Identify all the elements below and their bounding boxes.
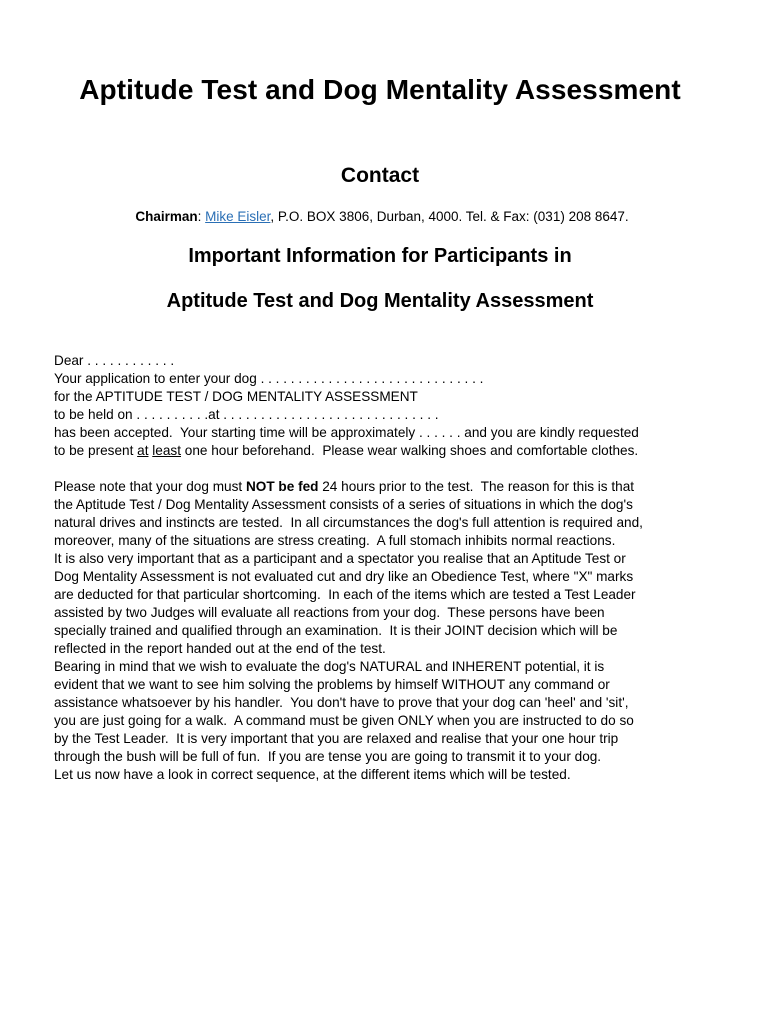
- letter-line: Dear . . . . . . . . . . . .: [54, 353, 175, 368]
- text-run: one hour beforehand. Please wear walking shoes and comfortable clothes.: [180, 443, 639, 458]
- paragraph-line: It is also very important that as a participant and a spectator you realise that an Aptitude Test or: [54, 551, 626, 566]
- paragraph-line: you are just going for a walk. A command must be given ONLY when you are instructed to do so: [54, 713, 634, 728]
- contact-heading: Contact: [340, 164, 420, 187]
- paragraph-line: [54, 478, 726, 496]
- chairman-email-link[interactable]: Mike Eisler: [205, 209, 271, 224]
- contact-role: Chairman: [135, 209, 198, 224]
- letter-line: Your application to enter your dog . . . . . . . . . . . . . . . . . . . . . . . . . . . . . .: [54, 371, 484, 386]
- underlined-at: at: [137, 443, 149, 458]
- info-heading-line2: Aptitude Test and Dog Mentality Assessment: [166, 290, 594, 312]
- contact-line: [0, 209, 764, 224]
- letter-line: [54, 442, 726, 460]
- paragraph-line: Bearing in mind that we wish to evaluate the dog's NATURAL and INHERENT potential, it is: [54, 659, 605, 674]
- document-title: Aptitude Test and Dog Mentality Assessment: [79, 74, 681, 105]
- paragraph-line: specially trained and qualified through an examination. It is their JOINT decision which will be: [54, 623, 618, 638]
- paragraph-line: natural drives and instincts are tested. In all circumstances the dog's full attention is required and,: [54, 515, 643, 530]
- paragraph-line: through the bush will be full of fun. If you are tense you are going to transmit it to your dog.: [54, 749, 602, 764]
- letter-line: to be held on . . . . . . . . . .at . . . . . . . . . . . . . . . . . . . . . . . . . . . . .: [54, 407, 439, 422]
- paragraph-line: reflected in the report handed out at the end of the test.: [54, 641, 386, 656]
- text-run: 24 hours prior to the test. The reason for this is that: [318, 479, 635, 494]
- letter-line: has been accepted. Your starting time will be approximately . . . . . . and you are kindly requested: [54, 425, 639, 440]
- paragraph-line: by the Test Leader. It is very important that you are relaxed and realise that your one hour trip: [54, 731, 619, 746]
- letter-line: for the APTITUDE TEST / DOG MENTALITY ASSESSMENT: [54, 389, 418, 404]
- text-run: Please note that your dog must: [54, 479, 246, 494]
- paragraph-line: assistance whatsoever by his handler. You don't have to prove that your dog can 'heel' and 'sit',: [54, 695, 629, 710]
- paragraph-gap: [54, 460, 726, 478]
- paragraph-line: the Aptitude Test / Dog Mentality Assessment consists of a series of situations in which the dog's: [54, 497, 633, 512]
- contact-details: , P.O. BOX 3806, Durban, 4000. Tel. & Fax: (031) 208 8647.: [270, 209, 629, 224]
- emphasis-not-be-fed: NOT be fed: [245, 479, 319, 494]
- paragraph-line: moreover, many of the situations are stress creating. A full stomach inhibits normal reactions.: [54, 533, 616, 548]
- paragraph-line: evident that we want to see him solving the problems by himself WITHOUT any command or: [54, 677, 610, 692]
- letter-body: [54, 352, 726, 784]
- paragraph-line: Dog Mentality Assessment is not evaluated cut and dry like an Obedience Test, where "X" marks: [54, 569, 634, 584]
- paragraph-line: Let us now have a look in correct sequence, at the different items which will be tested.: [54, 767, 571, 782]
- underlined-least: least: [152, 443, 181, 458]
- info-heading-line1: Important Information for Participants in: [188, 245, 572, 267]
- text-run: to be present: [54, 443, 138, 458]
- paragraph-line: are deducted for that particular shortcoming. In each of the items which are tested a Test Leader: [54, 587, 636, 602]
- paragraph-line: assisted by two Judges will evaluate all reactions from your dog. These persons have been: [54, 605, 605, 620]
- contact-separator: :: [197, 209, 206, 224]
